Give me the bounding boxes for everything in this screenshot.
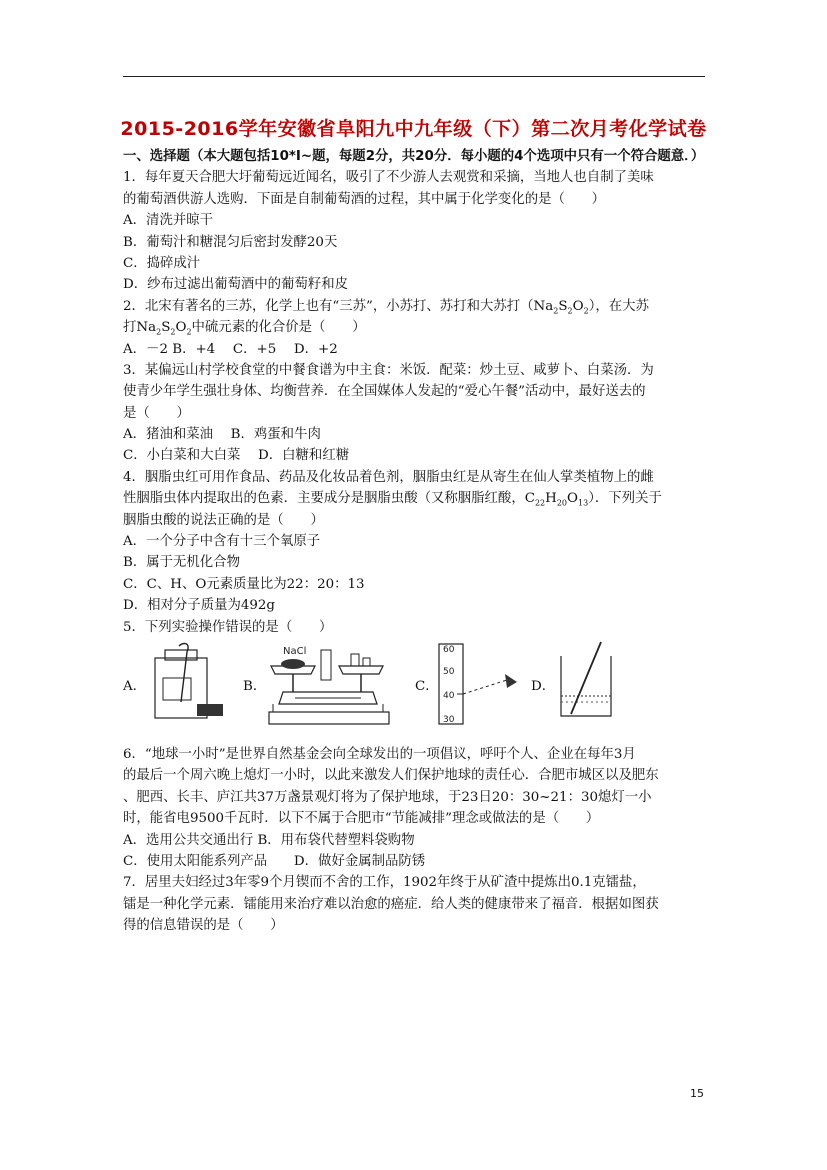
q4-stem-line1: 4．胭脂虫红可用作食品、药品及化妆品着色剂，胭脂虫红是从寄生在仙人掌类植物上的雌 <box>123 469 654 485</box>
q7-stem-line2: 镭是一种化学元素．镭能用来治疗难以治愈的癌症．给人类的健康带来了福音．根据如图获 <box>123 896 659 912</box>
subscript: 20 <box>556 498 568 508</box>
q1-stem-line1: 1．每年夏天合肥大圩葡萄远近闻名，吸引了不少游人去观赏和采摘，当地人也自制了美味 <box>123 170 654 186</box>
q6-stem-line3: 、肥西、长丰、庐江共37万盏景观灯将为了保护地球，于23日20：30~21：30熄灯一小 <box>123 789 652 805</box>
subscript: 2 <box>567 306 573 316</box>
q4-stem-line3: 胭脂虫酸的说法正确的是（ ） <box>123 512 324 528</box>
q3-stem-line2: 使青少年学生强壮身体、均衡营养．在全国媒体人发起的“爱心午餐”活动中，最好送去的 <box>123 384 646 400</box>
subscript: 2 <box>553 306 559 316</box>
nacl-label: NaCl <box>283 646 307 657</box>
exam-title: 2015-2016学年安徽省阜阳九中九年级（下）第二次月考化学试卷 <box>120 118 707 140</box>
q4-text: 性胭脂虫体内提取出的色素．主要成分是胭脂虫酸（又称胭脂红酸，C <box>123 491 535 507</box>
q2-options: A．－2 B．+4 C．+5 D．+2 <box>123 341 338 357</box>
q2-text: O <box>572 298 584 314</box>
q5-option-b-label: B． <box>243 679 267 694</box>
q6-options-cd: C．使用太阳能系列产品 D．做好金属制品防锈 <box>123 853 426 869</box>
q5-option-c-label: C． <box>415 679 439 694</box>
q1-option-a: A．清洗并晾干 <box>123 213 214 229</box>
tick-label: 50 <box>443 667 455 677</box>
graduated-cylinder-figure <box>437 642 537 728</box>
q2-text: 2．北宋有著名的三苏，化学上也有“三苏”，小苏打、苏打和大苏打（Na <box>123 298 554 314</box>
q4-stem-line2 <box>123 488 713 509</box>
q4-option-d: D．相对分子质量为492g <box>123 598 275 614</box>
q5-option-d-label: D． <box>531 679 556 694</box>
q4-option-b: B．属于无机化合物 <box>123 555 240 571</box>
q4-text: O <box>567 491 579 507</box>
exam-body <box>123 146 713 937</box>
beaker-stirring-figure <box>553 642 623 722</box>
q5-option-a-label: A． <box>123 679 147 694</box>
q6-stem-line1: 6．“地球一小时”是世界自然基金会向全球发出的一项倡议，呼吁个人、企业在每年3月 <box>123 747 636 762</box>
bottle-dropper-figure <box>147 642 225 722</box>
q7-stem-line1: 7．居里夫妇经过3年零9个月锲而不舍的工作，1902年终于从矿渣中提炼出0.1克镭盐， <box>123 875 646 891</box>
q6-options-ab: A．选用公共交通出行 B．用布袋代替塑料袋购物 <box>123 832 415 848</box>
q4-option-a: A．一个分子中含有十三个氧原子 <box>123 534 321 550</box>
q6-stem-line4: 时，能省电9500千瓦时．以下不属于合肥市“节能减排”理念或做法的是（ ） <box>123 811 600 827</box>
q3-stem-line1: 3．某偏远山村学校食堂的中餐食谱为中主食：米饭．配菜：炒土豆、咸萝卜、白菜汤．为 <box>123 362 654 378</box>
page-number: 15 <box>690 1087 704 1100</box>
q3-stem-line3: 是（ ） <box>123 405 190 421</box>
q1-option-b: B．葡萄汁和糖混匀后密封发酵20天 <box>123 234 338 250</box>
header-rule <box>123 76 705 77</box>
q5-stem: 5．下列实验操作错误的是（ ） <box>123 619 333 635</box>
q4-text: ）．下列关于 <box>588 491 662 507</box>
subscript: 13 <box>578 498 589 508</box>
q2-text: S <box>161 320 171 336</box>
q7-stem-line3: 得的信息错误的是（ ） <box>123 918 284 934</box>
section-heading: 一、选择题（本大题包括10*I~题，每题2分，共20分．每小题的4个选项中只有一个符合题意．） <box>123 149 705 164</box>
balance-figure <box>265 642 391 730</box>
q2-stem-line1 <box>123 296 713 317</box>
q3-options-ab: A．猪油和菜油 B．鸡蛋和牛肉 <box>123 427 321 443</box>
tick-label: 40 <box>443 691 455 701</box>
q1-option-d: D．纱布过滤出葡萄酒中的葡萄籽和皮 <box>123 277 348 293</box>
q2-text: ），在大苏 <box>588 298 649 314</box>
q1-option-c: C．捣碎成汁 <box>123 255 201 271</box>
q5-figures <box>123 642 713 736</box>
subscript: 22 <box>534 498 546 508</box>
subscript: 2 <box>170 327 176 337</box>
q4-option-c: C．C、H、O元素质量比为22：20：13 <box>123 576 365 592</box>
q6-stem-line2: 的最后一个周六晚上熄灯一小时，以此来激发人们保护地球的责任心．合肥市城区以及肥东 <box>123 768 659 784</box>
subscript: 2 <box>583 306 589 316</box>
q2-text: 中硫元素的化合价是（ ） <box>191 320 366 336</box>
q1-stem-line2: 的葡萄酒供游人选购．下面是自制葡萄酒的过程，其中属于化学变化的是（ ） <box>123 191 606 207</box>
subscript: 2 <box>156 327 162 337</box>
subscript: 2 <box>186 327 192 337</box>
q2-text: S <box>558 298 568 314</box>
q2-text: O <box>175 320 187 336</box>
q2-text: 打Na <box>123 320 157 336</box>
q4-text: H <box>545 491 557 507</box>
tick-label: 60 <box>443 645 455 655</box>
tick-label: 30 <box>443 715 455 725</box>
q3-options-cd: C．小白菜和大白菜 D．白糖和红糖 <box>123 448 350 464</box>
q2-stem-line2 <box>123 317 713 338</box>
